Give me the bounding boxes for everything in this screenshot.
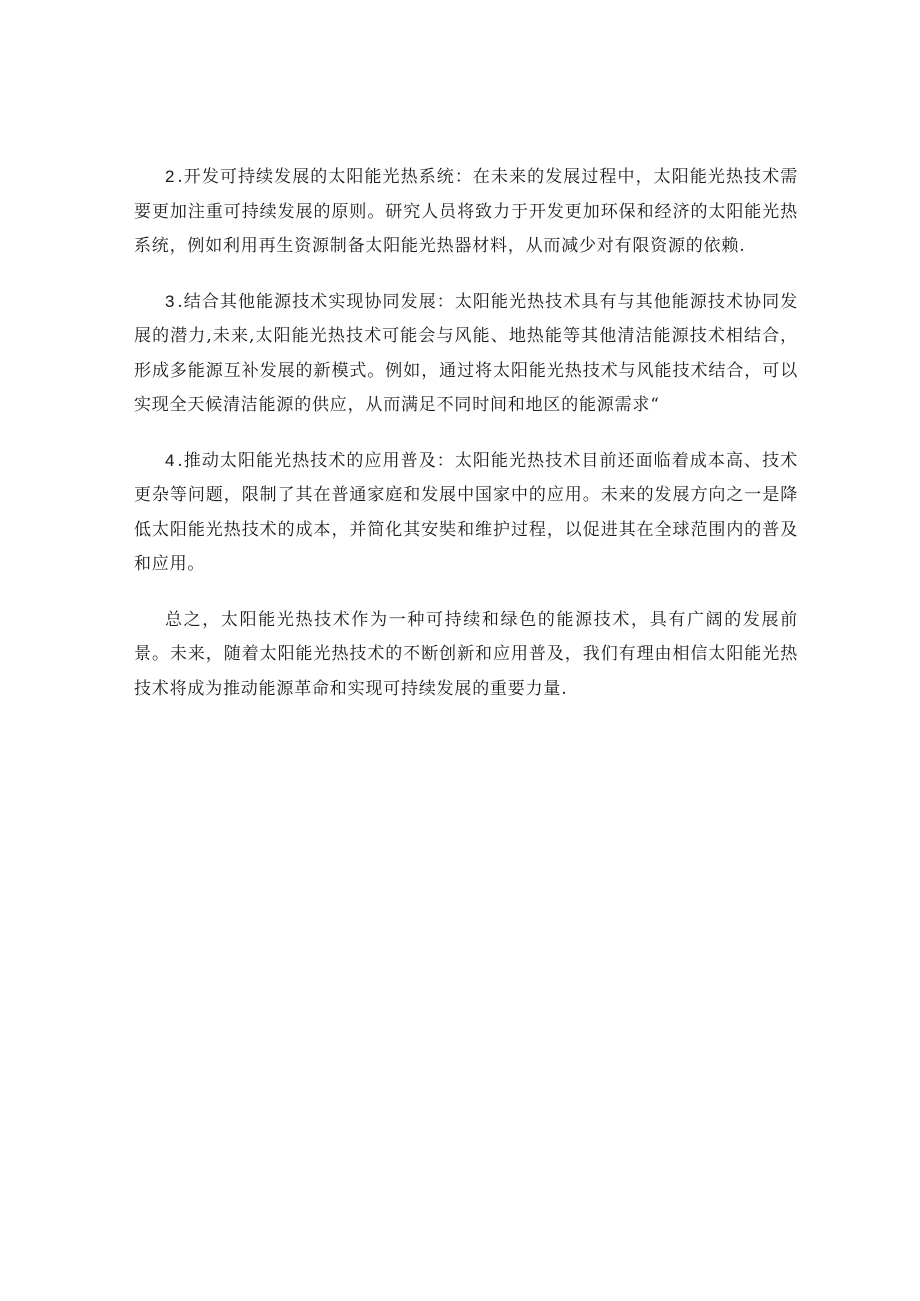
conclusion-paragraph	[134, 603, 798, 707]
document-body	[134, 160, 798, 727]
paragraph-number: 4	[165, 450, 176, 470]
paragraph-item-2	[134, 160, 798, 264]
paragraph-number: 2	[165, 167, 176, 186]
paragraph-text: .结合其他能源技术实现协同发展：太阳能光热技术具有与其他能源技术协同发展的潜力,未来,太阳能光热技术可能会与风能、地热能等其他清洁能源技术相结合，形成多能源互补发展的新模式。例如，通过将太阳能光热技术与风能技术结合，可以实现全天候清洁能源的供应，从而满足不同时间和地区的能源需求“	[134, 291, 798, 415]
paragraph-text: .推动太阳能光热技术的应用普及：太阳能光热技术目前还面临着成本高、技术更杂等问题，限制了其在普通家庭和发展中国家中的应用。未来的发展方向之一是降低太阳能光热技术的成本，并简化其安奘和维护过程，以促进其在全球范围内的普及和应用。	[134, 450, 798, 574]
paragraph-text: 总之，太阳能光热技术作为一种可持续和绿色的能源技术，具有广阔的发展前景。未来，随着太阳能光热技术的不断创新和应用普及，我们有理由相信太阳能光热技术将成为推动能源革命和实现可持续发展的重要力量.	[134, 609, 798, 699]
paragraph-number: 3	[165, 291, 176, 311]
paragraph-item-4	[134, 444, 798, 582]
paragraph-item-3	[134, 285, 798, 423]
paragraph-text: .开发可持续发展的太阳能光热系统：在未来的发展过程中，太阳能光热技术需要更加注重可持续发展的原则。研究人员将致力于开发更加环保和经济的太阳能光热系统，例如利用再生资源制备太阳能光热器材料，从而减少对有限资源的依赖.	[134, 167, 798, 256]
